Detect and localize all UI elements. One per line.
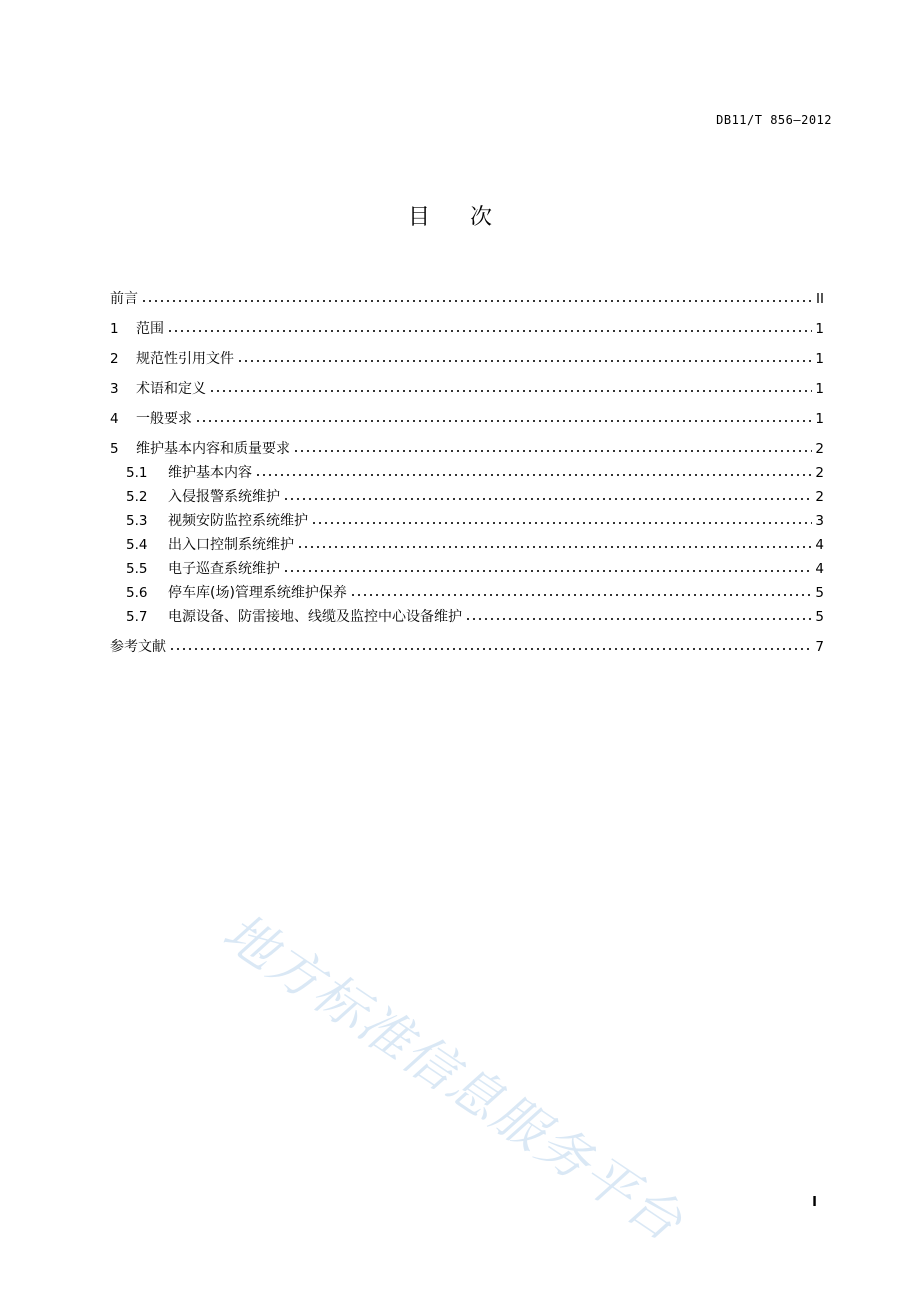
toc-entry-number: 5.3 — [126, 513, 148, 529]
toc-entry[interactable] — [110, 338, 824, 368]
toc-leader-dots — [209, 384, 812, 394]
toc-entry-label: 视频安防监控系统维护 — [168, 513, 308, 529]
toc-entry-number: 5.4 — [126, 537, 148, 553]
toc-entry[interactable] — [110, 398, 824, 428]
toc-leader-dots — [195, 414, 812, 424]
toc-entry-label: 术语和定义 — [136, 381, 206, 397]
toc-leader-dots — [465, 612, 812, 622]
toc-entry-page: 4 — [815, 561, 824, 577]
watermark: 地方标准信息服务平台 — [212, 902, 694, 1254]
toc-entry[interactable] — [110, 458, 824, 482]
toc-leader-dots — [293, 444, 812, 454]
toc-entry-number: 5 — [110, 441, 119, 457]
toc-entry-number: 1 — [110, 321, 119, 337]
toc-entry-label: 停车库(场)管理系统维护保养 — [168, 585, 347, 601]
toc-entry-label: 电源设备、防雷接地、线缆及监控中心设备维护 — [168, 609, 462, 625]
toc-entry-label: 规范性引用文件 — [136, 351, 234, 367]
toc-entry-number: 4 — [110, 411, 119, 427]
toc-leader-dots — [167, 324, 812, 334]
toc-entry-label: 出入口控制系统维护 — [168, 537, 294, 553]
doc-code: DB11/T 856—2012 — [716, 113, 832, 127]
toc-entry[interactable] — [110, 482, 824, 506]
toc-leader-dots — [169, 642, 812, 652]
toc-entry[interactable] — [110, 530, 824, 554]
toc-entry[interactable] — [110, 308, 824, 338]
toc-entry-label: 维护基本内容 — [168, 465, 252, 481]
toc-leader-dots — [283, 564, 812, 574]
toc-leader-dots — [311, 516, 812, 526]
toc-entry[interactable] — [110, 368, 824, 398]
toc-entry-page: 3 — [815, 513, 824, 529]
toc-entry-number: 2 — [110, 351, 119, 367]
toc-entry-page: 5 — [815, 585, 824, 601]
toc-entry[interactable] — [110, 554, 824, 578]
toc-entry-page: 7 — [815, 639, 824, 655]
toc-entry-number: 5.5 — [126, 561, 148, 577]
toc-entry-label: 电子巡查系统维护 — [168, 561, 280, 577]
toc-entry-page: II — [816, 291, 824, 307]
toc-entry[interactable] — [110, 578, 824, 602]
toc-entry[interactable] — [110, 428, 824, 458]
toc-entry-label: 参考文献 — [110, 639, 166, 655]
toc-entry-page: 2 — [815, 441, 824, 457]
toc-entry[interactable] — [110, 278, 824, 308]
toc-leader-dots — [237, 354, 812, 364]
toc-title: 目次 — [407, 205, 532, 230]
toc-entry[interactable] — [110, 506, 824, 530]
toc-entry-number: 5.2 — [126, 489, 148, 505]
toc-entry-number: 5.7 — [126, 609, 148, 625]
toc-entry-number: 3 — [110, 381, 119, 397]
page-number: I — [812, 1195, 817, 1210]
toc-entry-page: 1 — [815, 351, 824, 367]
toc-entry[interactable] — [110, 602, 824, 626]
toc-entry-page: 1 — [815, 381, 824, 397]
toc-entry-page: 2 — [815, 489, 824, 505]
table-of-contents — [110, 278, 824, 656]
toc-entry-label: 维护基本内容和质量要求 — [136, 441, 290, 457]
toc-entry-number: 5.1 — [126, 465, 148, 481]
toc-entry-label: 入侵报警系统维护 — [168, 489, 280, 505]
toc-entry-page: 1 — [815, 411, 824, 427]
toc-entry-page: 4 — [815, 537, 824, 553]
toc-entry-label: 范围 — [136, 321, 164, 337]
toc-entry[interactable] — [110, 626, 824, 656]
toc-entry-page: 5 — [815, 609, 824, 625]
toc-leader-dots — [283, 492, 812, 502]
toc-entry-label: 前言 — [110, 291, 138, 307]
toc-entry-number: 5.6 — [126, 585, 148, 601]
toc-leader-dots — [350, 588, 812, 598]
toc-leader-dots — [255, 468, 812, 478]
toc-leader-dots — [141, 294, 813, 304]
toc-entry-page: 2 — [815, 465, 824, 481]
toc-entry-label: 一般要求 — [136, 411, 192, 427]
toc-leader-dots — [297, 540, 812, 550]
toc-entry-page: 1 — [815, 321, 824, 337]
